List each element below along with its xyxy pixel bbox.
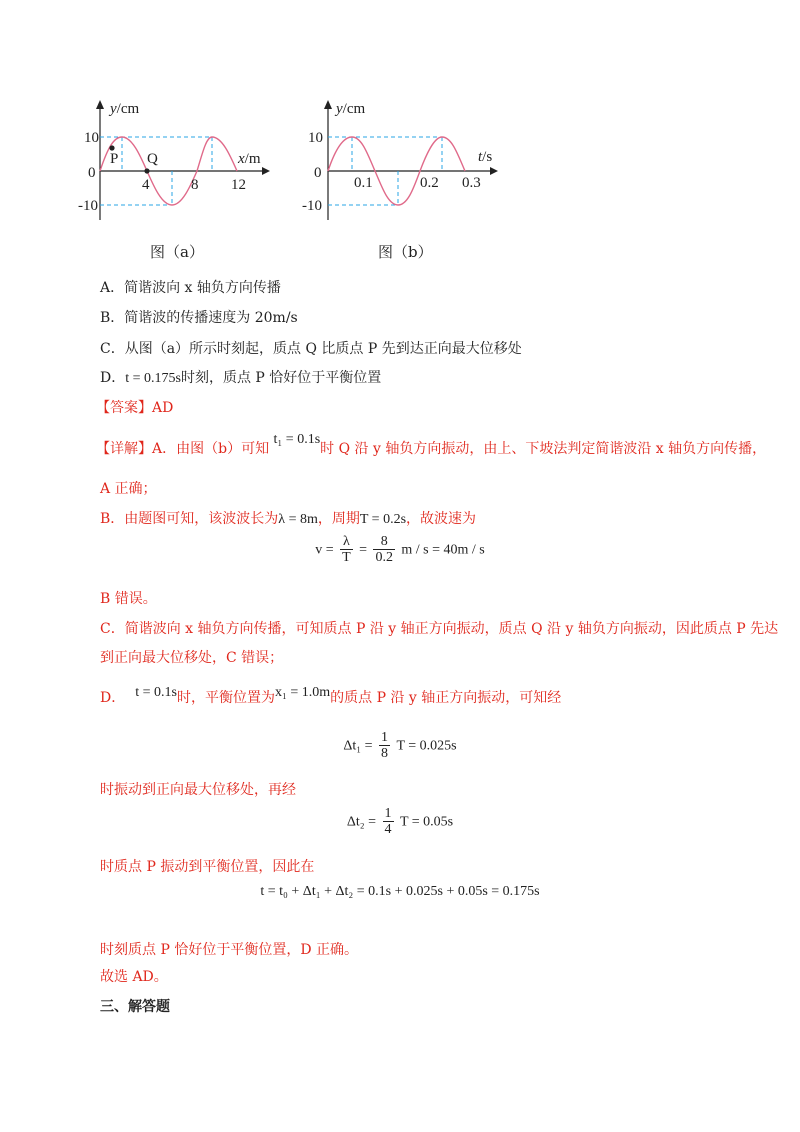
option-a: A．简谐波向 x 轴负方向传播 bbox=[100, 280, 281, 296]
detail-b-line: B．由题图可知，该波波长为λ = 8m，周期T = 0.2s，故波速为 bbox=[100, 511, 477, 527]
option-d-eq: t = 0.175s bbox=[125, 371, 181, 386]
detail-b-eq2: T = 0.2s bbox=[359, 512, 407, 527]
fig-b-tick-01: 0.1 bbox=[354, 175, 373, 191]
detail-conclusion: 故选 AD。 bbox=[100, 969, 168, 985]
detail-b-formula: v = $\frac{\lambda}{T}$ = $\frac{8}{0.2}$ m / s = 40m / s bbox=[315, 534, 485, 565]
option-d: D．t = 0.175s时刻，质点 P 恰好位于平衡位置 bbox=[100, 370, 382, 386]
fig-b-tick-02: 0.2 bbox=[420, 175, 439, 191]
detail-label: 【详解】 bbox=[96, 441, 152, 457]
fig-b-y-arrow bbox=[324, 100, 332, 109]
fig-a-y-label: y/cm bbox=[110, 101, 140, 117]
detail-d-eq1: t = 0.1s bbox=[135, 685, 177, 700]
fig-a-tick-4: 4 bbox=[142, 177, 150, 193]
fig-b-x-label: t/s bbox=[478, 149, 493, 165]
fig-a-x-arrow bbox=[262, 167, 270, 175]
detail-b-eq1: λ = 8m bbox=[278, 512, 318, 527]
fig-a-tick-0: 0 bbox=[88, 165, 96, 181]
detail-d-formula2: Δt₂ = $\frac{1}{4}$ T = 0.05s bbox=[346, 806, 454, 837]
detail-d-eq2: x₁ = 1.0m bbox=[274, 685, 331, 700]
option-c: C．从图（a）所示时刻起，质点 Q 比质点 P 先到达正向最大位移处 bbox=[100, 341, 522, 357]
figure-b bbox=[300, 95, 500, 225]
fig-a-tick-neg10: -10 bbox=[78, 198, 98, 214]
fig-b-caption: 图（b） bbox=[378, 243, 433, 261]
fig-a-caption: 图（a） bbox=[150, 243, 204, 261]
fig-a-label-q: Q bbox=[147, 151, 158, 167]
fig-a-point-q bbox=[144, 168, 149, 173]
fig-a-point-p bbox=[109, 145, 114, 150]
detail-d-line3: 时质点 P 振动到平衡位置，因此在 bbox=[100, 859, 315, 875]
answer-line bbox=[96, 397, 173, 417]
answer-value: AD bbox=[152, 400, 174, 416]
fig-a-label-p: P bbox=[110, 151, 119, 167]
detail-c-line2: 到正向最大位移处，C 错误； bbox=[100, 650, 284, 666]
option-b: B．简谐波的传播速度为 20m/s bbox=[100, 310, 298, 326]
detail-a-line: 【详解】A．由图（b）可知 t₁ = 0.1s时 Q 沿 y 轴负方向振动，由上、下坡法判定简谐波沿 x 轴负方向传播， bbox=[96, 432, 767, 457]
fig-a-x-label: x/m bbox=[238, 151, 261, 167]
detail-d-line2: 时振动到正向最大位移处，再经 bbox=[100, 782, 296, 798]
detail-c-line1: C．简谐波向 x 轴负方向传播，可知质点 P 沿 y 轴正方向振动，质点 Q 沿 y 轴负方向振动，因此质点 P 先达 bbox=[100, 621, 779, 637]
detail-a-eq: t₁ = 0.1s bbox=[273, 432, 321, 447]
figure-a bbox=[78, 95, 280, 225]
fig-b-y-label: y/cm bbox=[336, 101, 366, 117]
section-heading: 三、解答题 bbox=[100, 999, 170, 1015]
detail-d-line1: D． t = 0.1s时，平衡位置为x₁ = 1.0m的质点 P 沿 y 轴正方向振动，可知经 bbox=[100, 685, 562, 706]
detail-d-line4: 时刻质点 P 恰好位于平衡位置，D 正确。 bbox=[100, 942, 358, 958]
fig-a-tick-10: 10 bbox=[84, 130, 99, 146]
detail-b-end: B 错误。 bbox=[100, 591, 157, 607]
fig-b-tick-0: 0 bbox=[314, 165, 322, 181]
fig-b-tick-neg10: -10 bbox=[302, 198, 322, 214]
detail-d-formula1: Δt₁ = $\frac{1}{8}$ T = 0.025s bbox=[343, 730, 457, 761]
fig-b-x-arrow bbox=[490, 167, 498, 175]
detail-d-formula3: t = t₀ + Δt₁ + Δt₂ = 0.1s + 0.025s + 0.05s = 0.175s bbox=[260, 884, 540, 899]
fig-a-tick-12: 12 bbox=[231, 177, 246, 193]
detail-a-end: A 正确； bbox=[100, 481, 157, 497]
fig-b-tick-10: 10 bbox=[308, 130, 323, 146]
fig-a-tick-8: 8 bbox=[191, 177, 199, 193]
fig-b-tick-03: 0.3 bbox=[462, 175, 481, 191]
fig-a-y-arrow bbox=[96, 100, 104, 109]
answer-label: 【答案】 bbox=[96, 400, 152, 416]
